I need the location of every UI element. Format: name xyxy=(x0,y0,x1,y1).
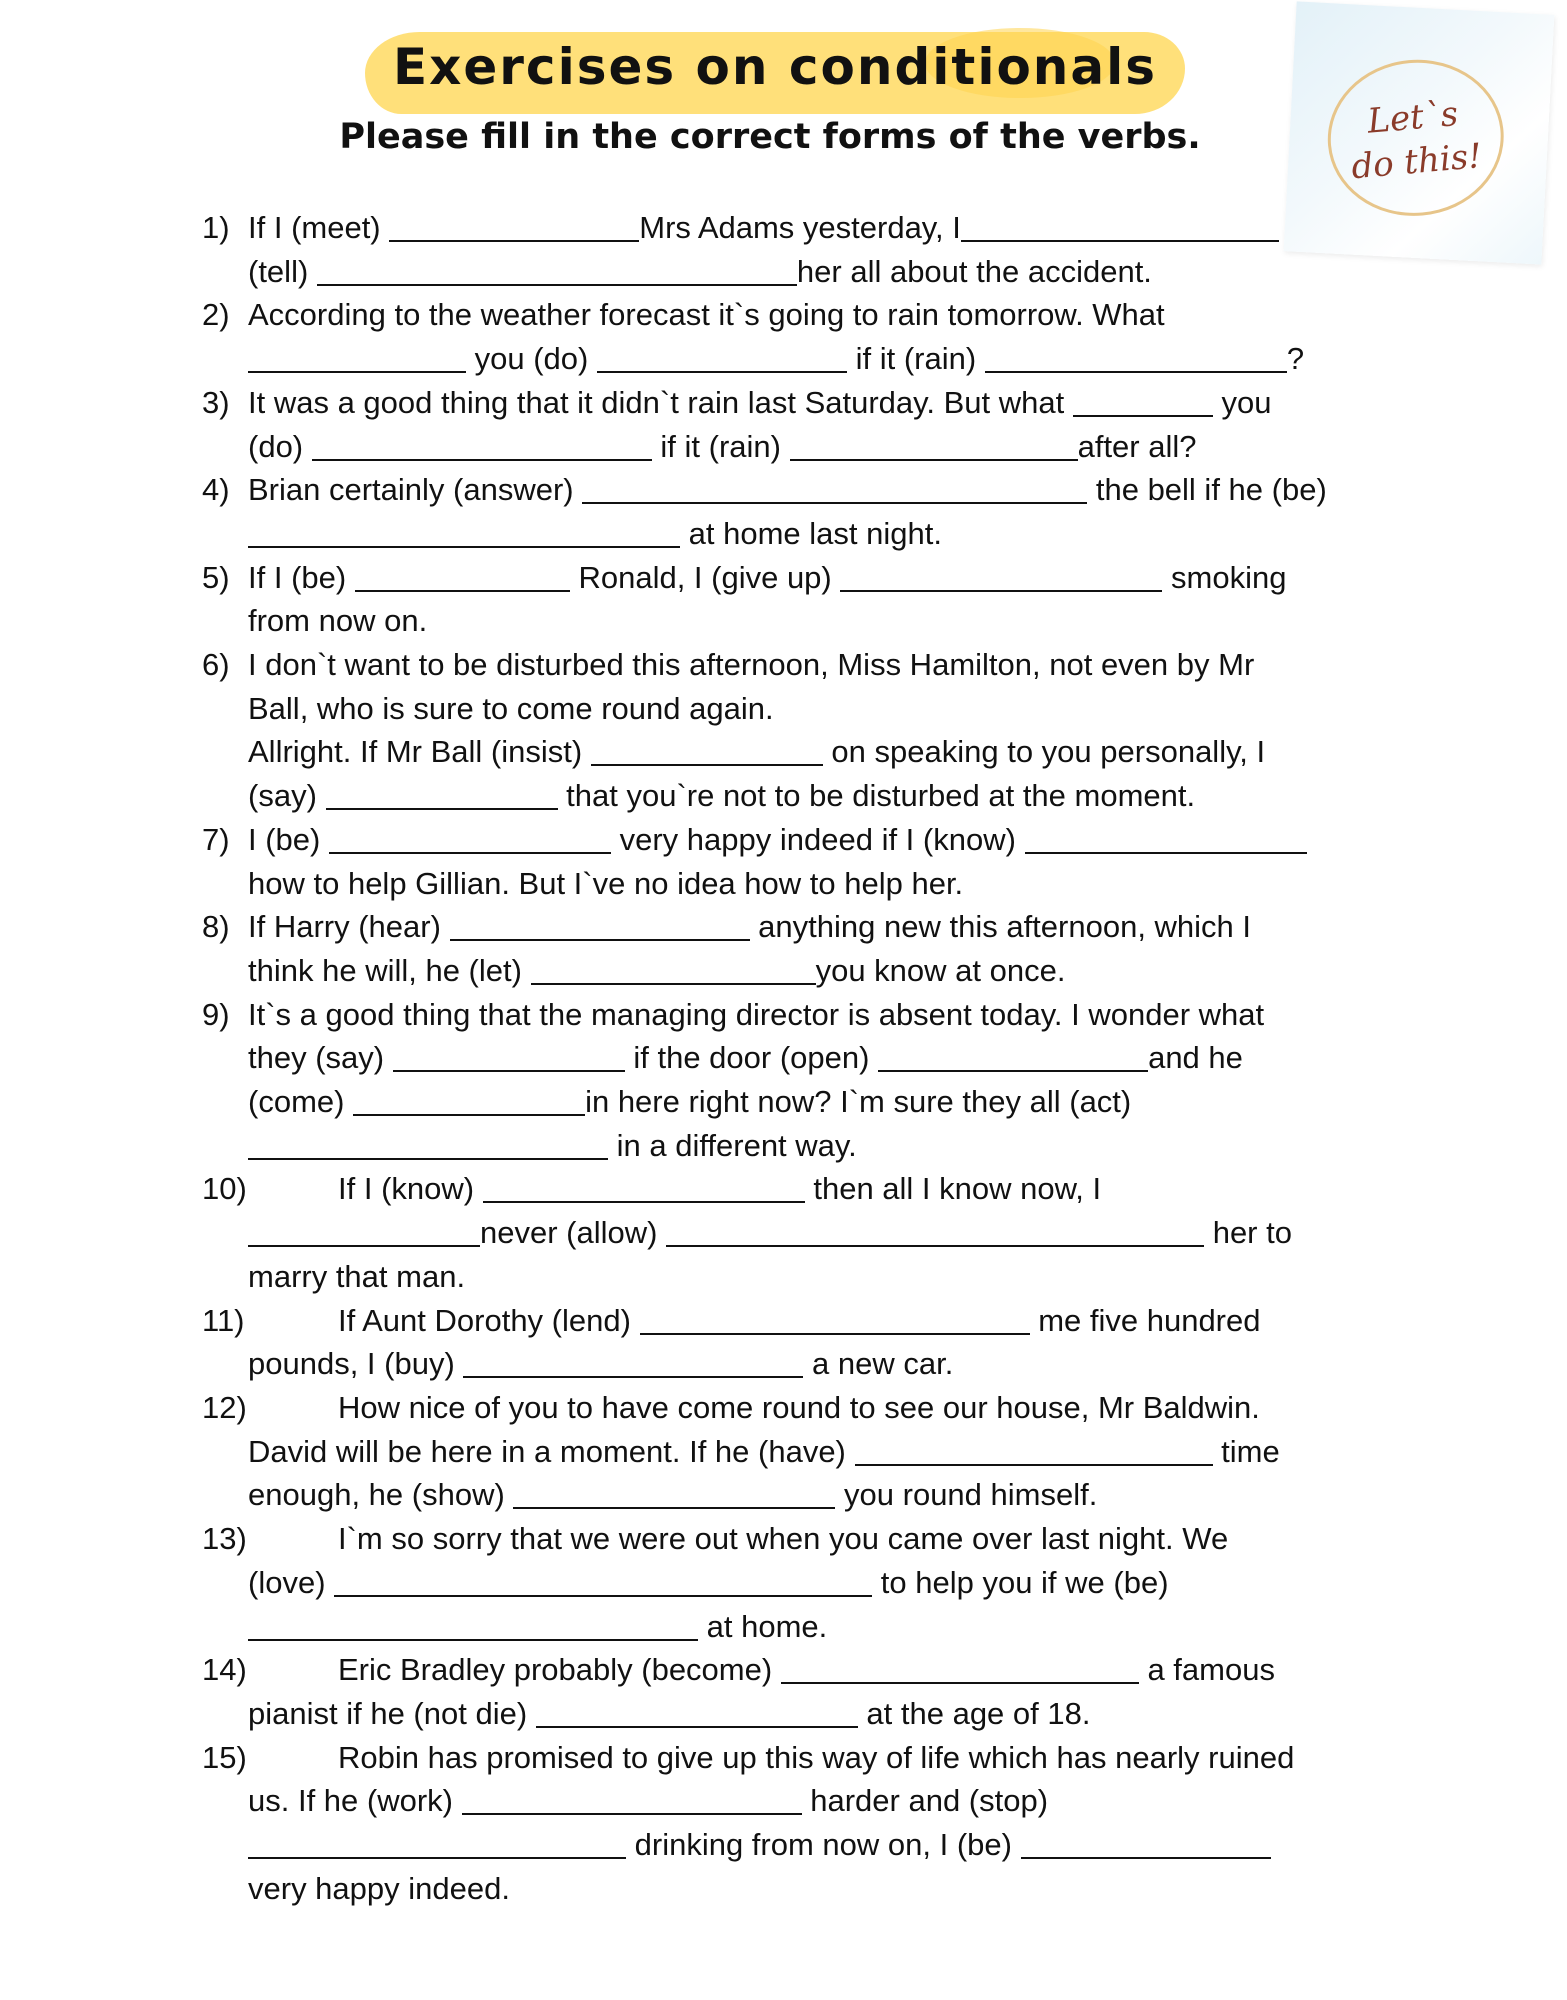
exercise-text: If Aunt Dorothy (lend) xyxy=(338,1302,631,1338)
answer-blank[interactable] xyxy=(513,1477,835,1509)
answer-blank[interactable] xyxy=(961,210,1279,242)
exercise-text: never (allow) xyxy=(480,1215,658,1251)
exercise-text: a famous xyxy=(1147,1652,1275,1688)
exercise-text: and he xyxy=(1148,1040,1243,1076)
exercise-text: they (say) xyxy=(248,1040,385,1076)
exercise-text: anything new this afternoon, which I xyxy=(758,909,1252,945)
answer-blank[interactable] xyxy=(597,341,847,373)
exercise-text: (tell) xyxy=(248,253,309,289)
exercise-text: (love) xyxy=(248,1564,326,1600)
exercise-text: at home. xyxy=(706,1608,828,1644)
answer-blank[interactable] xyxy=(248,1609,698,1641)
exercise-text: after all? xyxy=(1077,428,1197,464)
exercise-text: a new car. xyxy=(812,1346,954,1382)
exercise-14 xyxy=(202,1648,1402,1735)
answer-blank[interactable] xyxy=(393,1040,625,1072)
exercise-text: on speaking to you personally, I xyxy=(831,734,1266,770)
exercise-text: According to the weather forecast it`s going to rain tomorrow. What xyxy=(248,297,1165,333)
exercise-text: to help you if we (be) xyxy=(880,1564,1169,1600)
answer-blank[interactable] xyxy=(591,734,823,766)
exercise-text: at the age of 18. xyxy=(866,1695,1091,1731)
exercise-text: If I (be) xyxy=(248,559,347,595)
exercise-text: you (do) xyxy=(474,341,589,377)
exercise-number: 11) xyxy=(202,1302,245,1338)
answer-blank[interactable] xyxy=(462,1783,802,1815)
exercise-13 xyxy=(202,1517,1402,1648)
exercise-text: It was a good thing that it didn`t rain last Saturday. But what xyxy=(248,384,1065,420)
exercise-text: in a different way. xyxy=(616,1127,857,1163)
answer-blank[interactable] xyxy=(248,516,680,548)
exercise-text: at home last night. xyxy=(688,515,942,551)
answer-blank[interactable] xyxy=(1021,1827,1271,1859)
exercise-3 xyxy=(202,381,1402,468)
exercise-11 xyxy=(202,1299,1402,1386)
exercise-text: Eric Bradley probably (become) xyxy=(338,1652,773,1688)
exercise-number: 15) xyxy=(202,1739,247,1775)
exercise-text: us. If he (work) xyxy=(248,1783,453,1819)
exercise-15 xyxy=(202,1736,1402,1911)
answer-blank[interactable] xyxy=(536,1696,858,1728)
exercise-text: ? xyxy=(1286,341,1305,377)
exercise-text: marry that man. xyxy=(248,1258,466,1294)
exercise-text: pounds, I (buy) xyxy=(248,1346,455,1382)
answer-blank[interactable] xyxy=(353,1084,585,1116)
exercise-text: the bell if he (be) xyxy=(1095,472,1327,508)
exercise-5 xyxy=(202,556,1402,643)
exercise-text: Ball, who is sure to come round again. xyxy=(248,690,774,726)
exercise-text: think he will, he (let) xyxy=(248,952,522,988)
exercise-text: you know at once. xyxy=(815,952,1066,988)
answer-blank[interactable] xyxy=(317,254,797,286)
exercise-text: smoking xyxy=(1171,559,1287,595)
exercise-12 xyxy=(202,1386,1402,1517)
answer-blank[interactable] xyxy=(248,1827,626,1859)
exercise-text: very happy indeed. xyxy=(248,1870,510,1906)
exercise-text: Mrs Adams yesterday, I xyxy=(639,210,961,245)
exercise-text: from now on. xyxy=(248,603,428,639)
exercise-text: drinking from now on, I (be) xyxy=(634,1827,1012,1863)
exercise-text: pianist if he (not die) xyxy=(248,1695,528,1731)
exercise-text: if it (rain) xyxy=(855,341,977,377)
exercise-number: 12) xyxy=(202,1389,247,1425)
exercise-text: then all I know now, I xyxy=(813,1171,1102,1207)
answer-blank[interactable] xyxy=(312,429,652,461)
exercise-text: Allright. If Mr Ball (insist) xyxy=(248,734,583,770)
answer-blank[interactable] xyxy=(666,1215,1204,1247)
answer-blank[interactable] xyxy=(1073,385,1213,417)
exercise-number: 10) xyxy=(202,1171,247,1207)
answer-blank[interactable] xyxy=(878,1040,1148,1072)
answer-blank[interactable] xyxy=(248,341,466,373)
exercise-number: 5) xyxy=(202,559,230,595)
answer-blank[interactable] xyxy=(781,1652,1139,1684)
exercise-text: if it (rain) xyxy=(660,428,781,464)
exercise-number: 4) xyxy=(202,472,230,508)
exercise-text: Robin has promised to give up this way of life which has nearly ruined xyxy=(338,1739,1295,1775)
exercise-number: 1) xyxy=(202,210,230,245)
exercise-text: very happy indeed if I (know) xyxy=(619,821,1016,857)
exercise-text: time xyxy=(1221,1433,1280,1469)
answer-blank[interactable] xyxy=(326,778,558,810)
title-banner xyxy=(365,28,1185,118)
answer-blank[interactable] xyxy=(463,1346,803,1378)
exercise-text: (come) xyxy=(248,1084,345,1120)
answer-blank[interactable] xyxy=(840,560,1162,592)
exercise-number: 13) xyxy=(202,1521,247,1557)
exercise-2 xyxy=(202,293,1402,380)
exercise-text: I`m so sorry that we were out when you came over last night. We xyxy=(338,1521,1229,1557)
exercise-number: 3) xyxy=(202,384,230,420)
exercise-text: her all about the accident. xyxy=(796,253,1152,289)
exercise-text: Brian certainly (answer) xyxy=(248,472,574,508)
exercise-1 xyxy=(202,206,1402,293)
exercise-list xyxy=(202,206,1402,1910)
exercise-number: 6) xyxy=(202,647,230,683)
exercise-text: you xyxy=(1221,384,1272,420)
answer-blank[interactable] xyxy=(640,1303,1030,1335)
page-subtitle: Please fill in the correct forms of the verbs. xyxy=(339,117,1201,157)
exercise-text: David will be here in a moment. If he (have) xyxy=(248,1433,846,1469)
exercise-text: If I (know) xyxy=(338,1171,475,1207)
answer-blank[interactable] xyxy=(985,341,1287,373)
answer-blank[interactable] xyxy=(329,822,611,854)
sticky-line-2: do this! xyxy=(1349,136,1484,188)
exercise-text: enough, he (show) xyxy=(248,1477,505,1513)
exercise-text: If I (meet) xyxy=(248,210,381,245)
exercise-7 xyxy=(202,818,1402,905)
answer-blank[interactable] xyxy=(248,1128,608,1160)
answer-blank[interactable] xyxy=(790,429,1078,461)
exercise-text: if the door (open) xyxy=(633,1040,870,1076)
exercise-text: I don`t want to be disturbed this afternoon, Miss Hamilton, not even by Mr xyxy=(248,647,1255,683)
exercise-text: How nice of you to have come round to see our house, Mr Baldwin. xyxy=(338,1389,1260,1425)
exercise-number: 2) xyxy=(202,297,230,333)
sticky-line-1: Let`s xyxy=(1365,93,1460,142)
exercise-text: harder and (stop) xyxy=(810,1783,1049,1819)
exercise-number: 8) xyxy=(202,909,230,945)
page-title: Exercises on conditionals xyxy=(392,38,1158,96)
answer-blank[interactable] xyxy=(483,1171,805,1203)
answer-blank[interactable] xyxy=(355,560,570,592)
answer-blank[interactable] xyxy=(248,1215,480,1247)
exercise-number: 14) xyxy=(202,1652,247,1688)
exercise-text: in here right now? I`m sure they all (act) xyxy=(585,1084,1132,1120)
exercise-text: (do) xyxy=(248,428,304,464)
answer-blank[interactable] xyxy=(450,909,750,941)
exercise-text: you round himself. xyxy=(844,1477,1098,1513)
exercise-text: me five hundred xyxy=(1038,1302,1261,1338)
exercise-8 xyxy=(202,905,1402,992)
exercise-10 xyxy=(202,1167,1402,1298)
exercise-text: how to help Gillian. But I`ve no idea how to help her. xyxy=(248,865,964,901)
exercise-text: Ronald, I (give up) xyxy=(578,559,832,595)
exercise-number: 9) xyxy=(202,996,230,1032)
answer-blank[interactable] xyxy=(855,1434,1213,1466)
exercise-9 xyxy=(202,993,1402,1168)
answer-blank[interactable] xyxy=(1025,822,1307,854)
answer-blank[interactable] xyxy=(334,1565,872,1597)
exercise-number: 7) xyxy=(202,821,230,857)
exercise-text: her to xyxy=(1212,1215,1292,1251)
exercise-text: I (be) xyxy=(248,821,321,857)
sticky-note-text xyxy=(1326,89,1503,191)
exercise-text: It`s a good thing that the managing director is absent today. I wonder what xyxy=(248,996,1265,1032)
exercise-text: (say) xyxy=(248,778,317,814)
exercise-text: If Harry (hear) xyxy=(248,909,441,945)
answer-blank[interactable] xyxy=(531,953,816,985)
exercise-text: that you`re not to be disturbed at the moment. xyxy=(566,778,1196,814)
answer-blank[interactable] xyxy=(389,210,639,242)
answer-blank[interactable] xyxy=(582,472,1087,504)
exercise-4 xyxy=(202,468,1402,555)
exercise-6 xyxy=(202,643,1402,818)
